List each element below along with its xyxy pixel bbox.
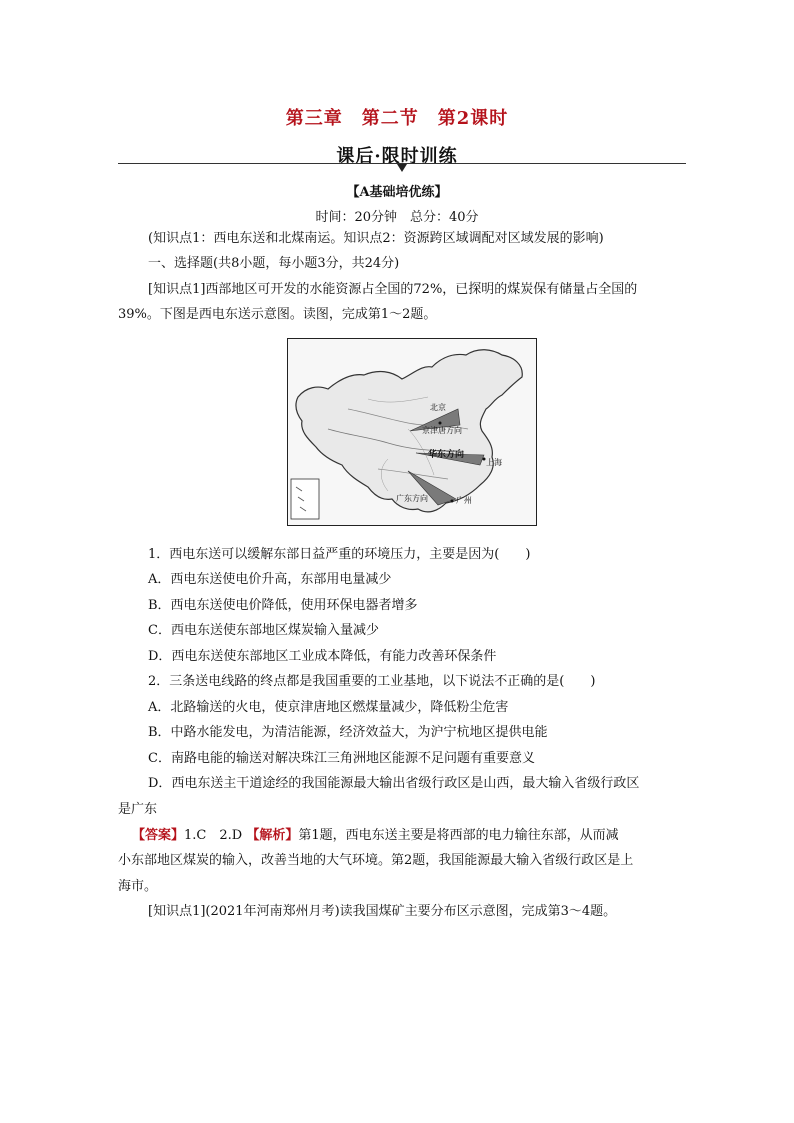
divider-arrow-icon [397,164,407,172]
section-label: 【A基础培优练】 [346,185,448,200]
label-beijing: 北京 [430,403,446,412]
next-question-intro: [知识点1](2021年河南郑州月考)读我国煤矿主要分布区示意图，完成第3～4题。 [148,904,617,919]
answer-tag: 【答案】 [132,828,185,843]
label-guangzhou: 广州 [456,496,472,505]
label-jingjintang: 京津唐方向 [422,426,462,435]
analysis-line-1: 第1题，西电东送主要是将西部的电力输往东部，从而减 [298,828,619,843]
q2-option-a: A．北路输送的火电，使京津唐地区燃煤量减少，降低粉尘危害 [148,700,509,715]
intro-line-2: 39%。下图是西电东送示意图。读图，完成第1～2题。 [118,307,437,322]
analysis-line-3: 海市。 [118,879,158,894]
label-shanghai: 上海 [486,458,502,467]
q2-option-d-line2: 是广东 [118,802,158,817]
q2-stem: 2．三条送电线路的终点都是我国重要的工业基地，以下说法不正确的是( ) [148,674,596,689]
beijing-dot [439,422,442,425]
q1-option-a: A．西电东送使电价升高，东部用电量减少 [148,572,392,587]
q1-option-b: B．西电东送使电价降低，使用环保电器者增多 [148,598,418,613]
q2-option-d-line1: D．西电东送主干道途经的我国能源最大输出省级行政区是山西，最大输入省级行政区 [148,776,640,791]
analysis-tag: 【解析】 [246,828,299,843]
west-east-power-map [287,338,537,526]
q1-option-d: D．西电东送使东部地区工业成本降低，有能力改善环保条件 [148,649,497,664]
q2-option-b: B．中路水能发电，为清洁能源，经济效益大，为沪宁杭地区提供电能 [148,725,548,740]
intro-line-1: [知识点1]西部地区可开发的水能资源占全国的72%，已探明的煤炭保有储量占全国的 [148,282,638,297]
knowledge-points: (知识点1：西电东送和北煤南运。知识点2：资源跨区域调配对区域发展的影响) [148,231,604,246]
q2-option-c: C．南路电能的输送对解决珠江三角洲地区能源不足问题有重要意义 [148,751,535,766]
answer-line-1 [132,828,619,844]
time-score-line: 时间：20分钟 总分：40分 [315,210,479,225]
chapter-title: 第三章 第二节 第2课时 [285,108,509,129]
china-outline [296,350,522,512]
q1-stem: 1．西电东送可以缓解东部日益严重的环境压力，主要是因为( ) [148,547,531,562]
q1-option-c: C．西电东送使东部地区煤炭输入量减少 [148,623,379,638]
answer-value: 1.C 2.D [184,828,243,843]
china-map-svg [288,339,536,525]
analysis-line-2: 小东部地区煤炭的输入，改善当地的大气环境。第2题，我国能源最大输入省级行政区是上 [118,853,634,868]
part-heading: 一、选择题(共8小题，每小题3分，共24分) [148,256,400,271]
label-huadong: 华东方向 [428,450,465,460]
section-subtitle: 课后·限时训练 [336,146,458,167]
guangzhou-dot [451,500,454,503]
label-guangdong: 广东方向 [396,494,428,503]
south-sea-inset [291,479,319,519]
